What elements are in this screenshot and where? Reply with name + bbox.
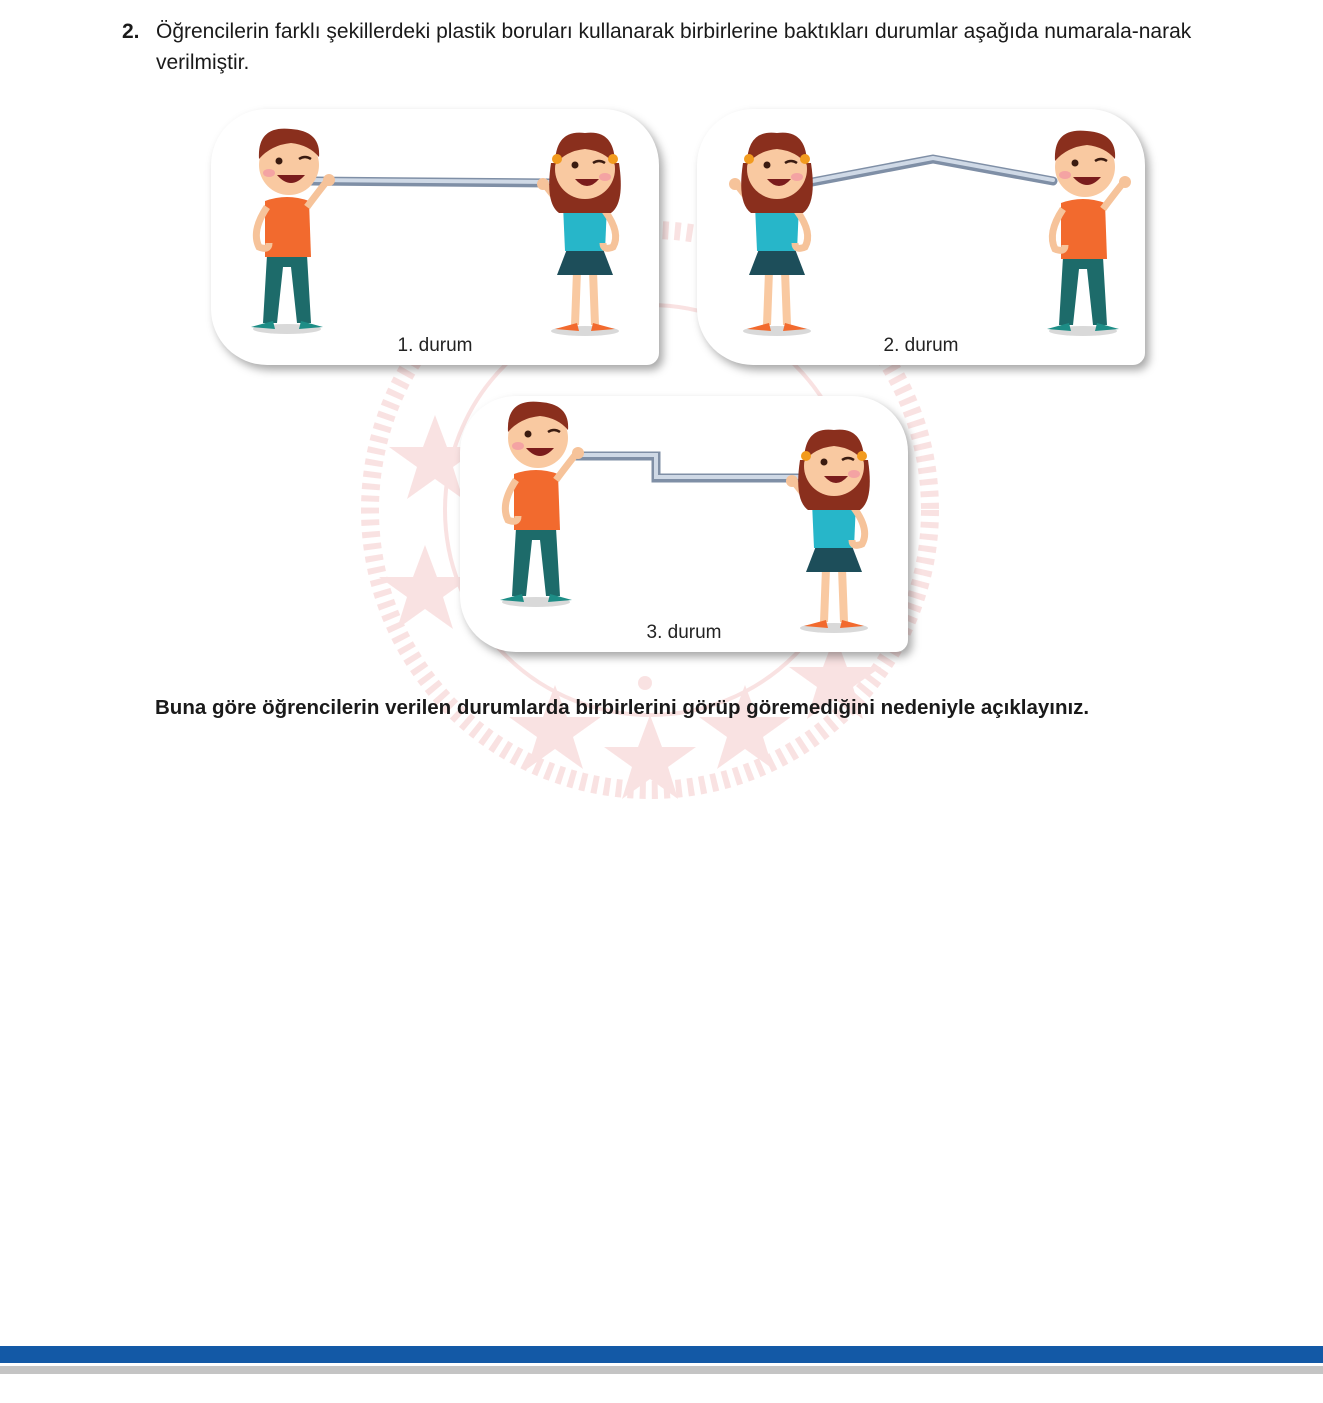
question-number: 2. bbox=[122, 20, 140, 43]
illustration-straight-pipe bbox=[211, 109, 659, 365]
panel-caption: 1. durum bbox=[397, 335, 473, 356]
footer-gray-bar bbox=[0, 1366, 1323, 1374]
panel-durum-1 bbox=[211, 109, 659, 365]
footer-blue-bar bbox=[0, 1346, 1323, 1363]
panel-durum-3 bbox=[460, 396, 908, 652]
question-block bbox=[122, 16, 1202, 78]
panel-durum-2 bbox=[697, 109, 1145, 365]
panel-caption: 3. durum bbox=[646, 622, 722, 643]
panel-caption: 2. durum bbox=[883, 335, 959, 356]
question-prompt: Buna göre öğrencilerin verilen durumlarda birbirlerini görüp göremediğini nedeniyle açıklayınız. bbox=[155, 696, 1090, 719]
question-text: Öğrencilerin farklı şekillerdeki plastik boruları kullanarak birbirlerine baktıkları durumlar aşağıda numarala-narak verilmiştir. bbox=[156, 20, 1192, 74]
illustration-bent-pipe bbox=[697, 109, 1145, 365]
illustration-stepped-pipe bbox=[460, 396, 908, 652]
